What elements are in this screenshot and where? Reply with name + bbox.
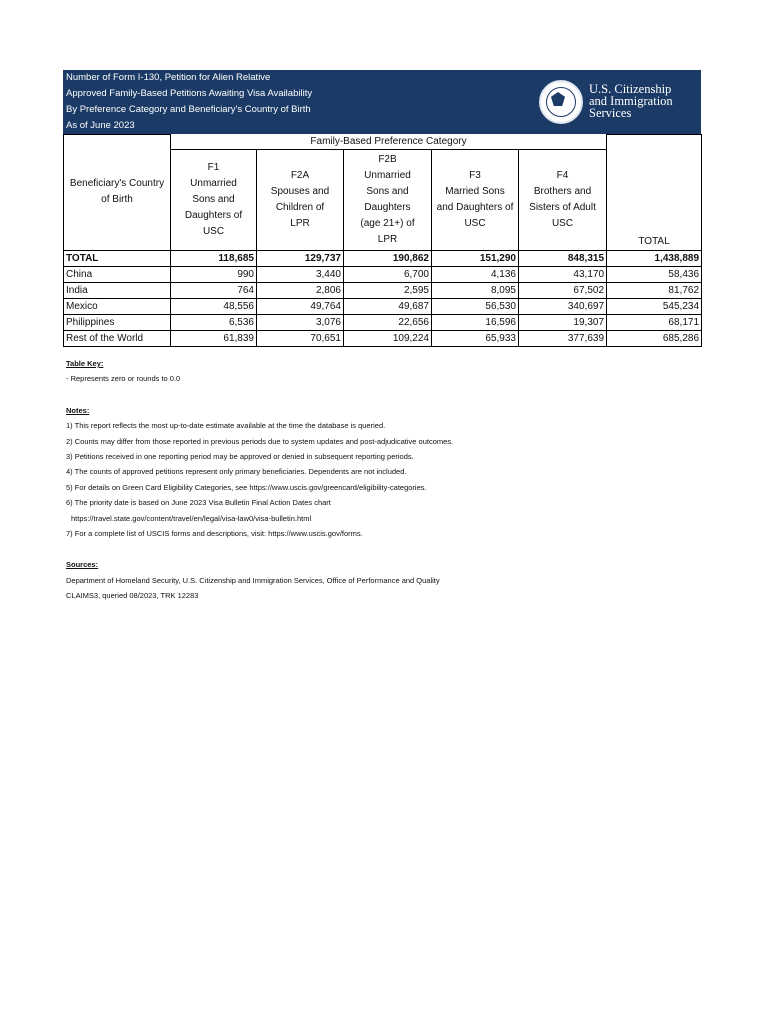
cell-f3: 16,596 [432, 314, 519, 330]
row-label: Mexico [64, 298, 171, 314]
cell-f3: 4,136 [432, 266, 519, 282]
cell-total: 685,286 [607, 330, 702, 346]
column-header-f4: F4 Brothers and Sisters of Adult USC [519, 149, 607, 250]
report-title: Number of Form I-130, Petition for Alien Relative [66, 72, 271, 83]
cell-f3: 65,933 [432, 330, 519, 346]
note-item: 1) This report reflects the most up-to-date estimate available at the time the database is queried. [66, 421, 386, 431]
cell-f4: 377,639 [519, 330, 607, 346]
cell-f2b: 109,224 [344, 330, 432, 346]
table-key-heading: Table Key: [66, 359, 104, 368]
column-header-f3: F3 Married Sons and Daughters of USC [432, 149, 519, 250]
cell-f1: 764 [171, 282, 257, 298]
report-date: As of June 2023 [66, 120, 135, 131]
sources-heading: Sources: [66, 560, 99, 570]
dhs-seal-icon [539, 80, 583, 124]
table-row-total [64, 250, 702, 266]
table-key-item: - Represents zero or rounds to 0.0 [66, 374, 181, 384]
cell-f2a: 2,806 [257, 282, 344, 298]
cell-f3: 151,290 [432, 250, 519, 266]
column-header-f2b: F2B Unmarried Sons and Daughters (age 21+) of LPR [344, 149, 432, 250]
cell-f2a: 70,651 [257, 330, 344, 346]
cell-total: 68,171 [607, 314, 702, 330]
cell-f1: 6,536 [171, 314, 257, 330]
cell-f4: 19,307 [519, 314, 607, 330]
table-row [64, 330, 702, 346]
cell-f2b: 6,700 [344, 266, 432, 282]
report-subtitle-2: By Preference Category and Beneficiary's Country of Birth [66, 104, 311, 115]
row-label: TOTAL [64, 250, 171, 266]
cell-f2a: 3,076 [257, 314, 344, 330]
footnotes [66, 356, 716, 604]
cell-f4: 340,697 [519, 298, 607, 314]
cell-f4: 67,502 [519, 282, 607, 298]
note-item: 7) For a complete list of USCIS forms and descriptions, visit: https://www.uscis.gov/forms. [66, 529, 363, 539]
cell-f1: 61,839 [171, 330, 257, 346]
cell-f2b: 49,687 [344, 298, 432, 314]
cell-f2b: 2,595 [344, 282, 432, 298]
agency-line-1: U.S. Citizenship [589, 82, 672, 96]
cell-f2b: 190,862 [344, 250, 432, 266]
source-item: Department of Homeland Security, U.S. Citizenship and Immigration Services, Office of Performance and Quality [66, 575, 440, 585]
cell-f2a: 129,737 [257, 250, 344, 266]
source-item: CLAIMS3, queried 08/2023, TRK 12283 [66, 591, 199, 601]
cell-total: 545,234 [607, 298, 702, 314]
report [63, 70, 701, 347]
cell-f4: 848,315 [519, 250, 607, 266]
column-header-f2a: F2A Spouses and Children of LPR [257, 149, 344, 250]
cell-total: 58,436 [607, 266, 702, 282]
row-label: India [64, 282, 171, 298]
total-header: TOTAL [607, 135, 702, 251]
row-label: Philippines [64, 314, 171, 330]
cell-f3: 56,530 [432, 298, 519, 314]
cell-f2a: 3,440 [257, 266, 344, 282]
row-label: Rest of the World [64, 330, 171, 346]
agency-line-3: Services [589, 106, 632, 120]
agency-logo [589, 83, 673, 119]
cell-f1: 990 [171, 266, 257, 282]
note-item: 4) The counts of approved petitions represent only primary beneficiaries. Dependents are not included. [66, 467, 407, 477]
table-row [64, 282, 702, 298]
petitions-table [63, 134, 702, 347]
note-item: 6) The priority date is based on June 2023 Visa Bulletin Final Action Dates chart [66, 498, 331, 508]
table-row [64, 266, 702, 282]
country-header: Beneficiary's Country of Birth [64, 135, 171, 251]
report-header [63, 70, 701, 134]
cell-total: 81,762 [607, 282, 702, 298]
cell-f2a: 49,764 [257, 298, 344, 314]
cell-total: 1,438,889 [607, 250, 702, 266]
note-item: 5) For details on Green Card Eligibility Categories, see https://www.uscis.gov/greencard/eligibility-categories. [66, 482, 427, 492]
agency-line-2: and Immigration [589, 94, 673, 108]
cell-f3: 8,095 [432, 282, 519, 298]
cell-f4: 43,170 [519, 266, 607, 282]
note-item: 3) Petitions received in one reporting period may be approved or denied in subsequent reporting periods. [66, 452, 414, 462]
cell-f2b: 22,656 [344, 314, 432, 330]
notes-heading: Notes: [66, 405, 90, 415]
table-row [64, 314, 702, 330]
note-item: https://travel.state.gov/content/travel/en/legal/visa-law0/visa-bulletin.html [71, 513, 312, 523]
cell-f1: 118,685 [171, 250, 257, 266]
report-subtitle: Approved Family-Based Petitions Awaiting Visa Availability [66, 88, 313, 99]
group-header: Family-Based Preference Category [171, 135, 607, 150]
cell-f1: 48,556 [171, 298, 257, 314]
table-row [64, 298, 702, 314]
column-header-f1: F1 Unmarried Sons and Daughters of USC [171, 149, 257, 250]
row-label: China [64, 266, 171, 282]
note-item: 2) Counts may differ from those reported in previous periods due to system updates and post-adjudicative outcomes. [66, 436, 454, 446]
